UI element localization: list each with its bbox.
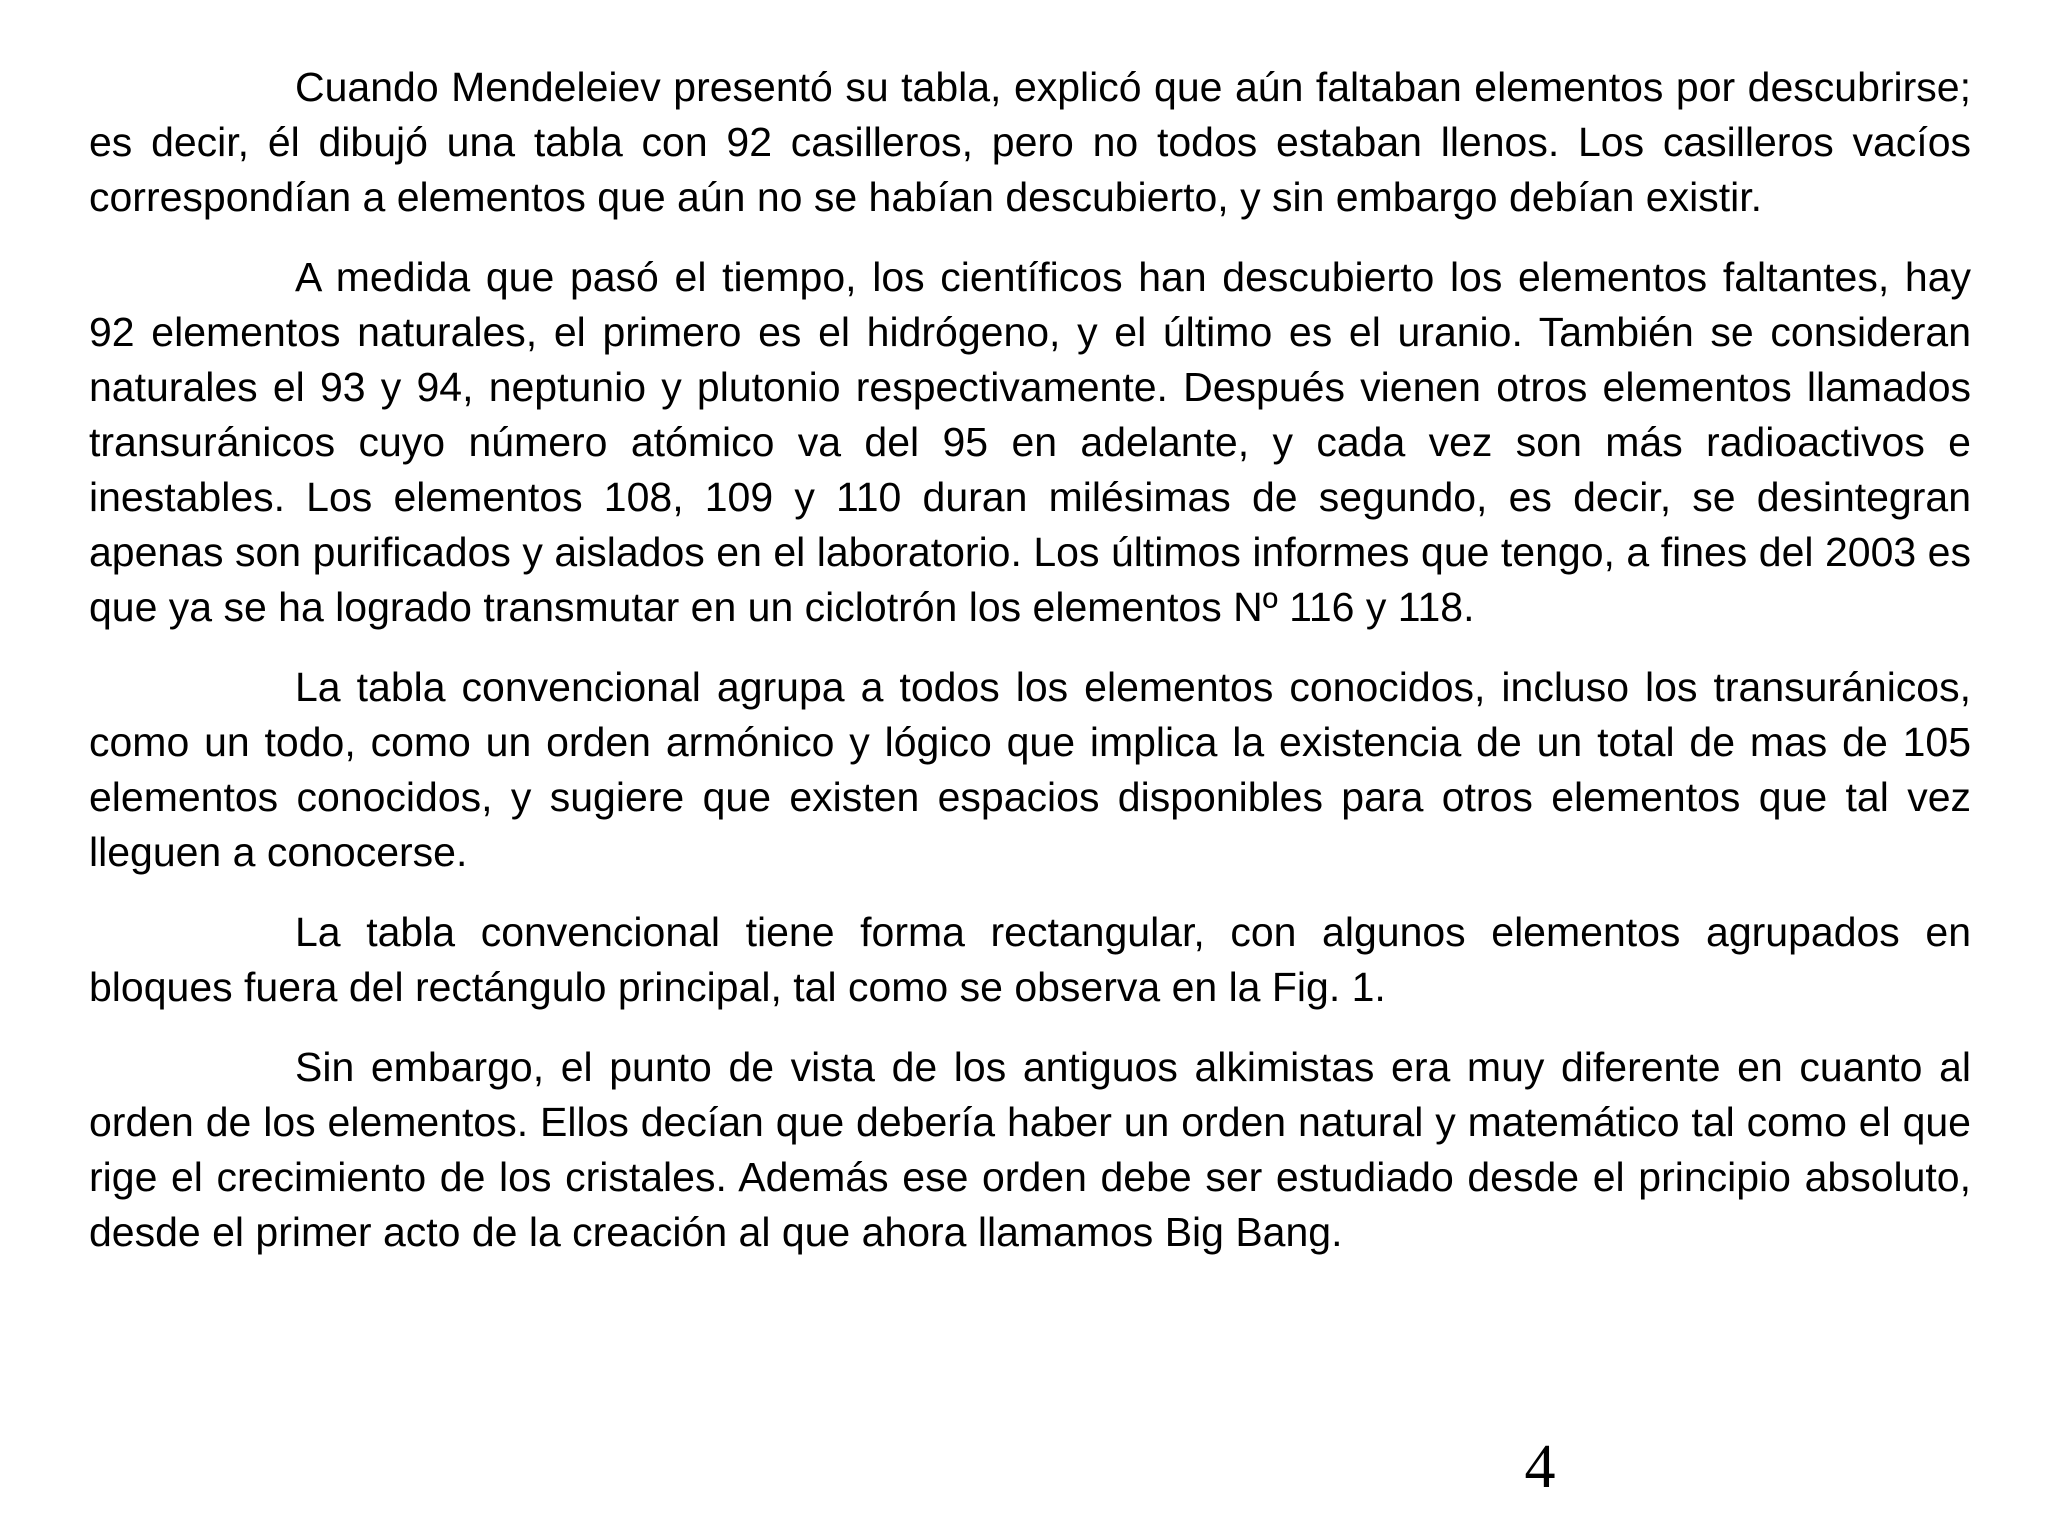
paragraph-2: A medida que pasó el tiempo, los científicos han descubierto los elementos faltantes, hay 92 elementos naturales, el primero es el hidrógeno, y el último es el uranio. También se consideran naturales el 93 y 94, neptunio y plutonio respectivamente. Después vienen otros elementos llamados transuránicos cuyo número atómico va del 95 en adelante, y cada vez son más radioactivos e inestables. Los elementos 108, 109 y 110 duran milésimas de segundo, es decir, se desintegran apenas son purificados y aislados en el laboratorio. Los últimos informes que tengo, a fines del 2003 es que ya se ha logrado transmutar en un ciclotrón los elementos Nº 116 y 118. [89,254,1971,630]
paragraph-5: Sin embargo, el punto de vista de los antiguos alkimistas era muy diferente en cuanto al orden de los elementos. Ellos decían que debería haber un orden natural y matemático tal como el que rige el crecimiento de los cristales. Además ese orden debe ser estudiado desde el principio absoluto, desde el primer acto de la creación al que ahora llamamos Big Bang. [89,1044,1971,1255]
page-number: 4 [1524,1433,1556,1501]
paragraph-4: La tabla convencional tiene forma rectangular, con algunos elementos agrupados en bloques fuera del rectángulo principal, tal como se observa en la Fig. 1. [89,909,1971,1010]
paragraph-1: Cuando Mendeleiev presentó su tabla, explicó que aún faltaban elementos por descubrirse; es decir, él dibujó una tabla con 92 casilleros, pero no todos estaban llenos. Los casilleros vacíos correspondían a elementos que aún no se habían descubierto, y sin embargo debían existir. [89,64,1971,220]
document-page [89,60,1971,1285]
paragraph-3: La tabla convencional agrupa a todos los elementos conocidos, incluso los transuránicos, como un todo, como un orden armónico y lógico que implica la existencia de un total de mas de 105 elementos conocidos, y sugiere que existen espacios disponibles para otros elementos que tal vez lleguen a conocerse. [89,664,1971,875]
